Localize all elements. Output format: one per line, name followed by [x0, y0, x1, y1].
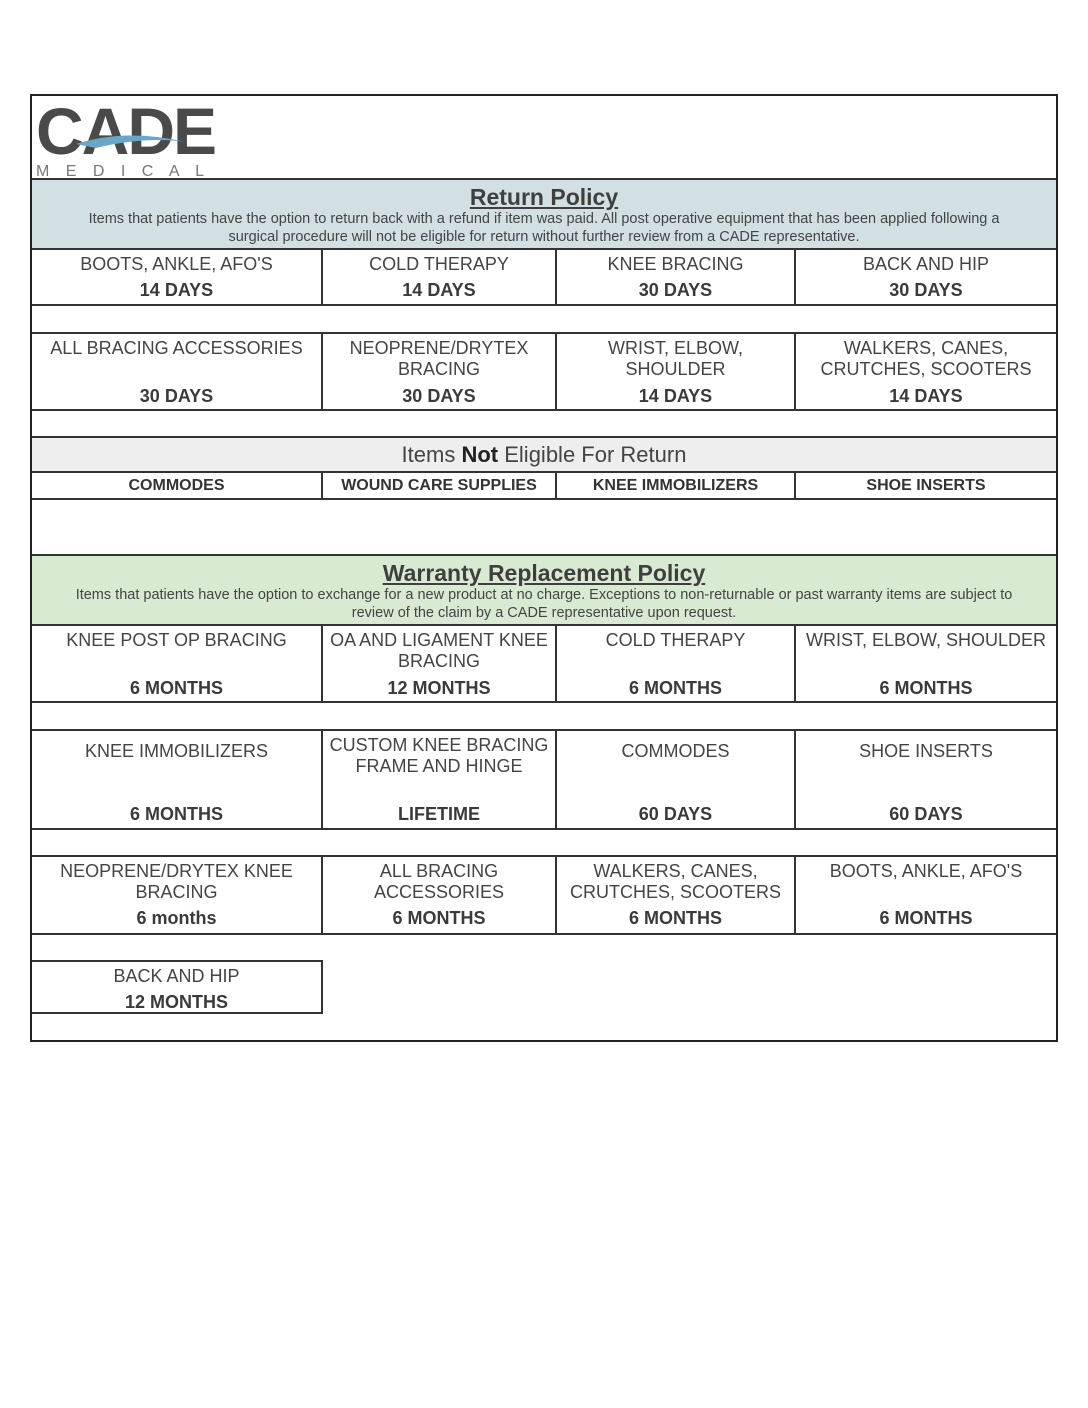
warranty-policy-description: Items that patients have the option to exchange for a new product at no charge. Exceptions to non-returnable or past warranty items are subject to review of the claim by a CADE representative upon request. [75, 587, 1013, 621]
warranty-row-1 [32, 626, 1056, 703]
warranty-row-3 [32, 857, 1056, 935]
not-eligible-header: Items Not Eligible For Return [32, 438, 1056, 473]
warranty-item: COLD THERAPY 6 MONTHS [557, 626, 796, 701]
warranty-policy-header [32, 556, 1056, 626]
return-item: BOOTS, ANKLE, AFO'S 14 DAYS [32, 250, 323, 304]
not-eligible-item: SHOE INSERTS [866, 477, 986, 494]
warranty-item: SHOE INSERTS 60 DAYS [859, 741, 993, 824]
return-item: ALL BRACING ACCESSORIES 30 DAYS [32, 334, 323, 409]
not-eligible-row [32, 473, 1056, 500]
not-eligible-item: WOUND CARE SUPPLIES [323, 473, 557, 498]
warranty-row-4 [32, 960, 1056, 1014]
return-policy-header [32, 180, 1056, 250]
return-item: KNEE BRACING 30 DAYS [557, 250, 796, 304]
return-item: WALKERS, CANES, CRUTCHES, SCOOTERS 14 DAYS [820, 338, 1032, 406]
warranty-item: WRIST, ELBOW, SHOULDER 6 MONTHS [805, 630, 1047, 698]
return-item: WRIST, ELBOW, SHOULDER 14 DAYS [557, 334, 796, 409]
spacer-row [32, 703, 1056, 731]
warranty-item: KNEE IMMOBILIZERS 6 MONTHS [32, 731, 323, 828]
warranty-item: CUSTOM KNEE BRACING FRAME AND HINGE LIFETIME [323, 731, 557, 828]
policy-sheet [30, 94, 1058, 1042]
return-policy-title: Return Policy [469, 184, 619, 210]
spacer-row [32, 830, 1056, 857]
warranty-row-2 [32, 731, 1056, 830]
spacer-row [32, 306, 1056, 334]
warranty-item: WALKERS, CANES, CRUTCHES, SCOOTERS 6 MONTHS [557, 857, 796, 933]
svg-text:M E D I C A L: M E D I C A L [36, 163, 211, 178]
logo-row [32, 96, 1056, 180]
not-eligible-item: KNEE IMMOBILIZERS [557, 473, 796, 498]
spacer-row [32, 411, 1056, 438]
warranty-item: OA AND LIGAMENT KNEE BRACING 12 MONTHS [323, 626, 557, 701]
warranty-policy-title: Warranty Replacement Policy [382, 560, 706, 586]
warranty-item: NEOPRENE/DRYTEX KNEE BRACING 6 months [32, 857, 323, 933]
warranty-item: BACK AND HIP 12 MONTHS [32, 960, 323, 1014]
not-eligible-item: COMMODES [32, 473, 323, 498]
warranty-item: BOOTS, ANKLE, AFO'S 6 MONTHS [829, 861, 1023, 928]
spacer-row [32, 935, 1056, 960]
return-policy-description: Items that patients have the option to return back with a refund if item was paid. All post operative equipment that has been applied following a surgical procedure will not be eligible for return without further review from a CADE representative. [88, 211, 1000, 245]
svg-text:CADE: CADE [36, 98, 216, 168]
warranty-item: KNEE POST OP BRACING 6 MONTHS [32, 626, 323, 701]
cade-medical-logo [36, 98, 251, 178]
return-row-2 [32, 334, 1056, 411]
warranty-item: COMMODES 60 DAYS [557, 731, 796, 828]
return-item: BACK AND HIP 30 DAYS [862, 254, 990, 300]
return-item: NEOPRENE/DRYTEX BRACING 30 DAYS [323, 334, 557, 409]
warranty-item: ALL BRACING ACCESSORIES 6 MONTHS [323, 857, 557, 933]
spacer-row [32, 500, 1056, 556]
return-item: COLD THERAPY 14 DAYS [323, 250, 557, 304]
spacer-row [32, 1014, 1056, 1040]
return-row-1 [32, 250, 1056, 306]
